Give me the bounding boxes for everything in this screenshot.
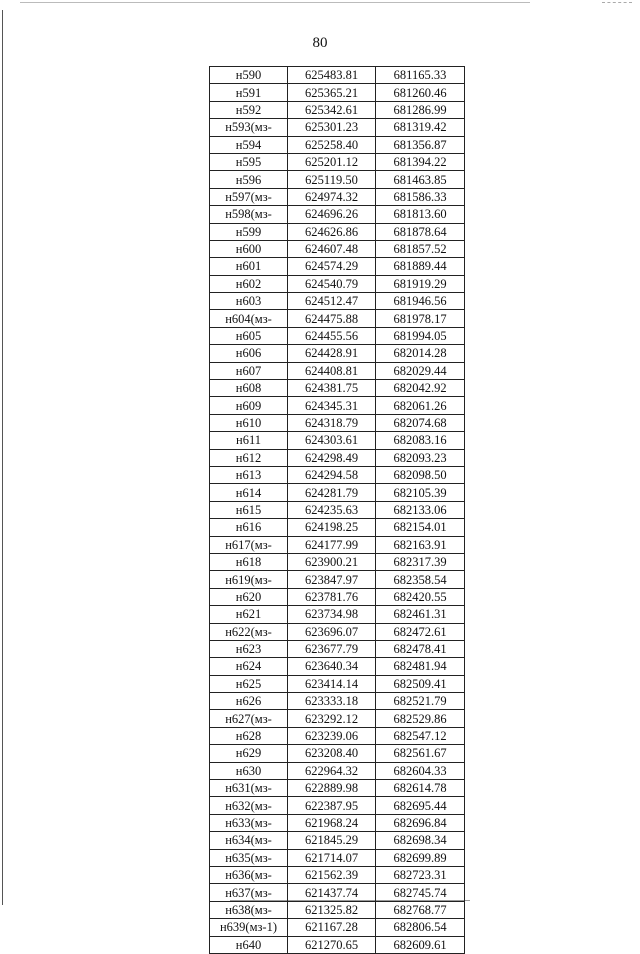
table-row	[210, 171, 465, 188]
point-name-cell: н620	[210, 588, 288, 605]
y-coordinate-cell: 682745.74	[376, 884, 465, 901]
x-coordinate-cell: 624475.88	[288, 310, 376, 327]
y-coordinate-cell: 681356.87	[376, 136, 465, 153]
point-name-cell: н615	[210, 501, 288, 518]
table-row	[210, 414, 465, 431]
x-coordinate-cell: 624574.29	[288, 258, 376, 275]
x-coordinate-cell: 622964.32	[288, 762, 376, 779]
x-coordinate-cell: 624281.79	[288, 484, 376, 501]
y-coordinate-cell: 682529.86	[376, 710, 465, 727]
x-coordinate-cell: 621845.29	[288, 832, 376, 849]
table-row	[210, 206, 465, 223]
x-coordinate-cell: 623208.40	[288, 745, 376, 762]
x-coordinate-cell: 624626.86	[288, 223, 376, 240]
point-name-cell: н606	[210, 345, 288, 362]
scan-edge-top	[20, 2, 530, 3]
point-name-cell: н595	[210, 153, 288, 170]
point-name-cell: н592	[210, 101, 288, 118]
table-row	[210, 240, 465, 257]
table-row	[210, 606, 465, 623]
table-row	[210, 640, 465, 657]
table-row	[210, 153, 465, 170]
point-name-cell: н607	[210, 362, 288, 379]
y-coordinate-cell: 681394.22	[376, 153, 465, 170]
table-row	[210, 919, 465, 936]
y-coordinate-cell: 682614.78	[376, 780, 465, 797]
x-coordinate-cell: 624198.25	[288, 519, 376, 536]
point-name-cell: н611	[210, 432, 288, 449]
x-coordinate-cell: 621325.82	[288, 901, 376, 918]
point-name-cell: н625	[210, 675, 288, 692]
y-coordinate-cell: 682154.01	[376, 519, 465, 536]
x-coordinate-cell: 621437.74	[288, 884, 376, 901]
point-name-cell: н608	[210, 380, 288, 397]
y-coordinate-cell: 682014.28	[376, 345, 465, 362]
y-coordinate-cell: 682133.06	[376, 501, 465, 518]
point-name-cell: н618	[210, 553, 288, 570]
point-name-cell: н616	[210, 519, 288, 536]
table-row	[210, 345, 465, 362]
x-coordinate-cell: 624455.56	[288, 327, 376, 344]
point-name-cell: н613	[210, 466, 288, 483]
point-name-cell: н602	[210, 275, 288, 292]
x-coordinate-cell: 624294.58	[288, 466, 376, 483]
point-name-cell: н635(мз-	[210, 849, 288, 866]
point-name-cell: н603	[210, 293, 288, 310]
point-name-cell: н598(мз-	[210, 206, 288, 223]
y-coordinate-cell: 682509.41	[376, 675, 465, 692]
point-name-cell: н640	[210, 936, 288, 953]
point-name-cell: н638(мз-	[210, 901, 288, 918]
point-name-cell: н633(мз-	[210, 814, 288, 831]
point-name-cell: н596	[210, 171, 288, 188]
y-coordinate-cell: 682768.77	[376, 901, 465, 918]
y-coordinate-cell: 682698.34	[376, 832, 465, 849]
scan-edge-left	[2, 10, 3, 905]
table-row	[210, 884, 465, 901]
y-coordinate-cell: 682604.33	[376, 762, 465, 779]
point-name-cell: н629	[210, 745, 288, 762]
table-row	[210, 310, 465, 327]
y-coordinate-cell: 682472.61	[376, 623, 465, 640]
table-row	[210, 866, 465, 883]
y-coordinate-cell: 682163.91	[376, 536, 465, 553]
point-name-cell: н624	[210, 658, 288, 675]
table-row	[210, 327, 465, 344]
point-name-cell: н610	[210, 414, 288, 431]
coordinates-table-body	[210, 67, 465, 954]
table-row	[210, 501, 465, 518]
x-coordinate-cell: 623414.14	[288, 675, 376, 692]
y-coordinate-cell: 681878.64	[376, 223, 465, 240]
table-row	[210, 814, 465, 831]
x-coordinate-cell: 623292.12	[288, 710, 376, 727]
table-row	[210, 710, 465, 727]
x-coordinate-cell: 624512.47	[288, 293, 376, 310]
point-name-cell: н593(мз-	[210, 119, 288, 136]
page-number: 80	[312, 35, 328, 51]
point-name-cell: н605	[210, 327, 288, 344]
table-row	[210, 623, 465, 640]
point-name-cell: н594	[210, 136, 288, 153]
table-row	[210, 223, 465, 240]
table-row	[210, 362, 465, 379]
x-coordinate-cell: 624696.26	[288, 206, 376, 223]
point-name-cell: н631(мз-	[210, 780, 288, 797]
point-name-cell: н599	[210, 223, 288, 240]
table-row	[210, 293, 465, 310]
x-coordinate-cell: 625119.50	[288, 171, 376, 188]
y-coordinate-cell: 682547.12	[376, 727, 465, 744]
point-name-cell: н619(мз-	[210, 571, 288, 588]
x-coordinate-cell: 624408.81	[288, 362, 376, 379]
point-name-cell: н617(мз-	[210, 536, 288, 553]
y-coordinate-cell: 681978.17	[376, 310, 465, 327]
scan-edge-top-right	[602, 2, 632, 3]
y-coordinate-cell: 682358.54	[376, 571, 465, 588]
point-name-cell: н609	[210, 397, 288, 414]
table-row	[210, 275, 465, 292]
x-coordinate-cell: 624303.61	[288, 432, 376, 449]
table-row	[210, 553, 465, 570]
y-coordinate-cell: 682481.94	[376, 658, 465, 675]
table-row	[210, 762, 465, 779]
table-row	[210, 536, 465, 553]
point-name-cell: н622(мз-	[210, 623, 288, 640]
x-coordinate-cell: 623900.21	[288, 553, 376, 570]
point-name-cell: н632(мз-	[210, 797, 288, 814]
x-coordinate-cell: 625342.61	[288, 101, 376, 118]
coordinates-table-wrapper	[209, 66, 465, 954]
table-row	[210, 901, 465, 918]
table-row	[210, 832, 465, 849]
table-row	[210, 780, 465, 797]
y-coordinate-cell: 681919.29	[376, 275, 465, 292]
y-coordinate-cell: 682478.41	[376, 640, 465, 657]
point-name-cell: н626	[210, 693, 288, 710]
table-row	[210, 658, 465, 675]
y-coordinate-cell: 681946.56	[376, 293, 465, 310]
point-name-cell: н597(мз-	[210, 188, 288, 205]
table-row	[210, 675, 465, 692]
x-coordinate-cell: 623847.97	[288, 571, 376, 588]
table-row	[210, 258, 465, 275]
x-coordinate-cell: 624974.32	[288, 188, 376, 205]
x-coordinate-cell: 621968.24	[288, 814, 376, 831]
table-row	[210, 101, 465, 118]
point-name-cell: н623	[210, 640, 288, 657]
point-name-cell: н621	[210, 606, 288, 623]
point-name-cell: н639(мз-1)	[210, 919, 288, 936]
y-coordinate-cell: 682609.61	[376, 936, 465, 953]
y-coordinate-cell: 682521.79	[376, 693, 465, 710]
y-coordinate-cell: 682317.39	[376, 553, 465, 570]
point-name-cell: н601	[210, 258, 288, 275]
table-row	[210, 449, 465, 466]
y-coordinate-cell: 681994.05	[376, 327, 465, 344]
x-coordinate-cell: 625258.40	[288, 136, 376, 153]
table-row	[210, 571, 465, 588]
y-coordinate-cell: 681260.46	[376, 84, 465, 101]
y-coordinate-cell: 682093.23	[376, 449, 465, 466]
y-coordinate-cell: 682074.68	[376, 414, 465, 431]
table-row	[210, 849, 465, 866]
coordinates-table	[209, 66, 465, 954]
point-name-cell: н634(мз-	[210, 832, 288, 849]
x-coordinate-cell: 624318.79	[288, 414, 376, 431]
x-coordinate-cell: 623677.79	[288, 640, 376, 657]
table-row	[210, 432, 465, 449]
x-coordinate-cell: 621562.39	[288, 866, 376, 883]
x-coordinate-cell: 625483.81	[288, 67, 376, 84]
point-name-cell: н591	[210, 84, 288, 101]
x-coordinate-cell: 625365.21	[288, 84, 376, 101]
x-coordinate-cell: 624428.91	[288, 345, 376, 362]
x-coordinate-cell: 622889.98	[288, 780, 376, 797]
x-coordinate-cell: 623239.06	[288, 727, 376, 744]
table-row	[210, 380, 465, 397]
point-name-cell: н612	[210, 449, 288, 466]
x-coordinate-cell: 624345.31	[288, 397, 376, 414]
x-coordinate-cell: 624607.48	[288, 240, 376, 257]
y-coordinate-cell: 682561.67	[376, 745, 465, 762]
x-coordinate-cell: 621167.28	[288, 919, 376, 936]
x-coordinate-cell: 623696.07	[288, 623, 376, 640]
table-row	[210, 136, 465, 153]
point-name-cell: н630	[210, 762, 288, 779]
x-coordinate-cell: 623640.34	[288, 658, 376, 675]
point-name-cell: н604(мз-	[210, 310, 288, 327]
x-coordinate-cell: 624381.75	[288, 380, 376, 397]
table-row	[210, 84, 465, 101]
point-name-cell: н600	[210, 240, 288, 257]
x-coordinate-cell: 624298.49	[288, 449, 376, 466]
table-row	[210, 588, 465, 605]
y-coordinate-cell: 681463.85	[376, 171, 465, 188]
table-row	[210, 936, 465, 953]
x-coordinate-cell: 625301.23	[288, 119, 376, 136]
table-row	[210, 519, 465, 536]
table-row	[210, 484, 465, 501]
table-row	[210, 727, 465, 744]
table-row	[210, 188, 465, 205]
point-name-cell: н636(мз-	[210, 866, 288, 883]
y-coordinate-cell: 682083.16	[376, 432, 465, 449]
y-coordinate-cell: 682695.44	[376, 797, 465, 814]
x-coordinate-cell: 623333.18	[288, 693, 376, 710]
table-row	[210, 67, 465, 84]
y-coordinate-cell: 682029.44	[376, 362, 465, 379]
x-coordinate-cell: 623734.98	[288, 606, 376, 623]
point-name-cell: н637(мз-	[210, 884, 288, 901]
y-coordinate-cell: 681857.52	[376, 240, 465, 257]
y-coordinate-cell: 681889.44	[376, 258, 465, 275]
table-row	[210, 397, 465, 414]
y-coordinate-cell: 681586.33	[376, 188, 465, 205]
point-name-cell: н627(мз-	[210, 710, 288, 727]
x-coordinate-cell: 621714.07	[288, 849, 376, 866]
table-row	[210, 466, 465, 483]
table-row	[210, 745, 465, 762]
point-name-cell: н628	[210, 727, 288, 744]
x-coordinate-cell: 623781.76	[288, 588, 376, 605]
x-coordinate-cell: 622387.95	[288, 797, 376, 814]
y-coordinate-cell: 682699.89	[376, 849, 465, 866]
y-coordinate-cell: 682806.54	[376, 919, 465, 936]
y-coordinate-cell: 682723.31	[376, 866, 465, 883]
x-coordinate-cell: 625201.12	[288, 153, 376, 170]
y-coordinate-cell: 682105.39	[376, 484, 465, 501]
y-coordinate-cell: 681319.42	[376, 119, 465, 136]
table-row	[210, 119, 465, 136]
table-row	[210, 693, 465, 710]
point-name-cell: н614	[210, 484, 288, 501]
table-row	[210, 797, 465, 814]
y-coordinate-cell: 682461.31	[376, 606, 465, 623]
y-coordinate-cell: 682420.55	[376, 588, 465, 605]
y-coordinate-cell: 682098.50	[376, 466, 465, 483]
x-coordinate-cell: 621270.65	[288, 936, 376, 953]
y-coordinate-cell: 681286.99	[376, 101, 465, 118]
x-coordinate-cell: 624540.79	[288, 275, 376, 292]
y-coordinate-cell: 682061.26	[376, 397, 465, 414]
point-name-cell: н590	[210, 67, 288, 84]
y-coordinate-cell: 681813.60	[376, 206, 465, 223]
y-coordinate-cell: 682042.92	[376, 380, 465, 397]
y-coordinate-cell: 682696.84	[376, 814, 465, 831]
y-coordinate-cell: 681165.33	[376, 67, 465, 84]
x-coordinate-cell: 624235.63	[288, 501, 376, 518]
x-coordinate-cell: 624177.99	[288, 536, 376, 553]
